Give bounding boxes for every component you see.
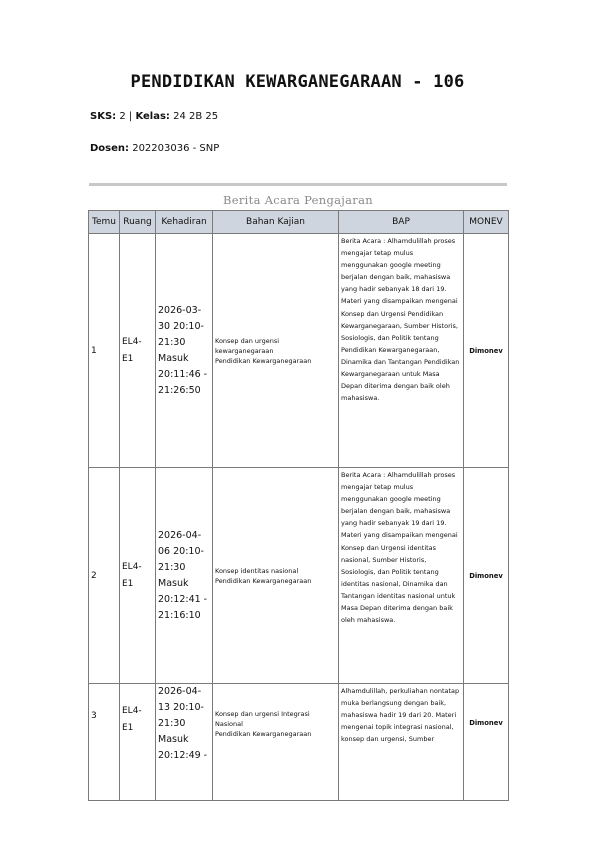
cell-bahan-kajian: Konsep identitas nasional Pendidikan Kewarganegaraan xyxy=(213,468,339,684)
course-title: PENDIDIKAN KEWARGANEGARAAN - 106 xyxy=(130,72,465,92)
cell-kehadiran: 2026-03- 30 20:10- 21:30 Masuk 20:11:46 - 21:26:50 xyxy=(156,234,213,468)
cell-kehadiran: 2026-04- 13 20:10- 21:30 Masuk 20:12:49 - xyxy=(156,684,213,801)
dosen-label: Dosen: xyxy=(90,143,130,154)
kelas-value: 24 2B 25 xyxy=(169,111,219,122)
table-row xyxy=(89,684,509,801)
header-bap: BAP xyxy=(339,211,464,234)
cell-ruang: EL4- E1 xyxy=(120,684,156,801)
cell-temu: 1 xyxy=(89,234,120,468)
cell-temu: 3 xyxy=(89,684,120,801)
table-row xyxy=(89,234,509,468)
cell-monev: Dimonev xyxy=(464,468,509,684)
cell-kehadiran: 2026-04- 06 20:10- 21:30 Masuk 20:12:41 - 21:16:10 xyxy=(156,468,213,684)
header-temu: Temu xyxy=(89,211,120,234)
cell-ruang: EL4- E1 xyxy=(120,234,156,468)
cell-bahan-kajian: Konsep dan urgensi kewarganegaraan Pendidikan Kewarganegaraan xyxy=(213,234,339,468)
teaching-report-table xyxy=(88,210,509,801)
course-info-line xyxy=(90,111,218,122)
lecturer-info-line xyxy=(90,143,219,154)
section-divider xyxy=(89,183,507,186)
section-title: Berita Acara Pengajaran xyxy=(223,193,373,207)
table-row xyxy=(89,468,509,684)
sks-value: 2 | xyxy=(116,111,136,122)
cell-monev: Dimonev xyxy=(464,234,509,468)
kelas-label: Kelas: xyxy=(135,111,170,122)
header-monev: MONEV xyxy=(464,211,509,234)
cell-bap: Berita Acara : Alhamdulillah proses mengajar tetap mulus menggunakan google meeting berjalan dengan baik, mahasiswa yang hadir sebanyak 19 dari 19. Materi yang disampaikan mengenai Konsep dan Urgensi identitas nasional, Sumber Historis, Sosiologis, dan Politik tentang identitas nasional, Dinamika dan Tantangan identitas nasional untuk Masa Depan diterima dengan baik oleh mahasiswa. xyxy=(339,468,464,684)
table-header-row xyxy=(89,211,509,234)
cell-ruang: EL4- E1 xyxy=(120,468,156,684)
cell-temu: 2 xyxy=(89,468,120,684)
header-bahan-kajian: Bahan Kajian xyxy=(213,211,339,234)
header-kehadiran: Kehadiran xyxy=(156,211,213,234)
cell-bahan-kajian: Konsep dan urgensi Integrasi Nasional Pendidikan Kewarganegaraan xyxy=(213,684,339,801)
cell-bap: Alhamdulillah, perkuliahan nontatap muka berlangsung dengan baik, mahasiswa hadir 19 dari 20. Materi mengenai topik integrasi nasional, konsep dan urgensi, Sumber xyxy=(339,684,464,801)
dosen-value: 202203036 - SNP xyxy=(129,143,220,154)
cell-bap: Berita Acara : Alhamdulillah proses mengajar tetap mulus menggunakan google meeting berjalan dengan baik, mahasiswa yang hadir sebanyak 18 dari 19. Materi yang disampaikan mengenai Konsep dan Urgensi Pendidikan Kewarganegaraan, Sumber Historis, Sosiologis, dan Politik tentang Pendidikan Kewarganegaraan, Dinamika dan Tantangan Pendidikan Kewarganegaraan untuk Masa Depan diterima dengan baik oleh mahasiswa. xyxy=(339,234,464,468)
sks-label: SKS: xyxy=(90,111,117,122)
cell-monev: Dimonev xyxy=(464,684,509,801)
header-ruang: Ruang xyxy=(120,211,156,234)
